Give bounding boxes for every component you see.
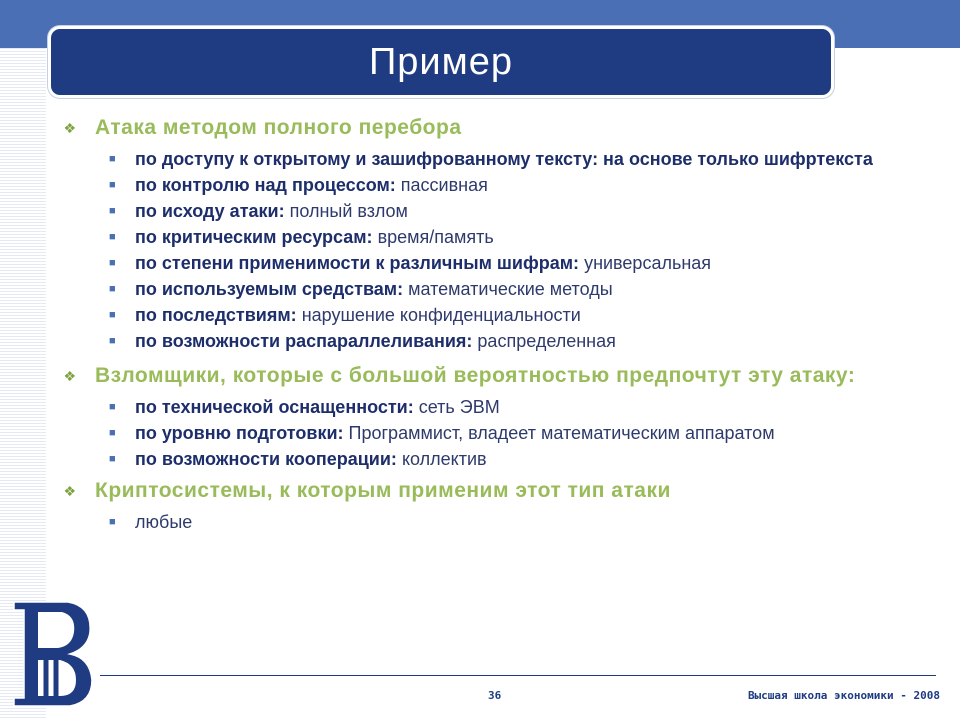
- square-bullet-icon: ■: [109, 427, 116, 439]
- diamond-bullet-icon: ❖: [63, 368, 77, 384]
- list-item: ■ по доступу к открытому и зашифрованному тексту: на основе только шифртекста: [109, 149, 873, 169]
- hse-logo: [8, 598, 96, 710]
- section-heading: ❖ Криптосистемы, к которым применим этот тип атаки: [60, 476, 890, 506]
- square-bullet-icon: ■: [109, 516, 116, 528]
- list-item: ■ по степени применимости к различным шифрам: универсальная: [109, 253, 712, 273]
- slide-title: Пример: [368, 40, 514, 83]
- diamond-bullet-icon: ❖: [63, 120, 77, 136]
- list-item: ■ по исходу атаки: полный взлом: [109, 201, 408, 221]
- section-heading: ❖ Взломщики, которые с большой вероятностью предпочтут эту атаку:: [60, 361, 890, 391]
- diamond-bullet-icon: ❖: [63, 483, 77, 499]
- square-bullet-icon: ■: [109, 153, 116, 165]
- square-bullet-icon: ■: [109, 179, 116, 191]
- list-item: ■ по последствиям: нарушение конфиденциальности: [109, 305, 581, 325]
- list-item: ■ по возможности распараллеливания: распределенная: [109, 331, 616, 351]
- list-item: ■ по используемым средствам: математические методы: [109, 279, 613, 299]
- list-item: ■ по возможности кооперации: коллектив: [109, 449, 487, 469]
- footer-divider: [100, 675, 936, 676]
- section-heading: ❖ Атака методом полного перебора: [60, 113, 890, 143]
- list-item: ■ по технической оснащенности: сеть ЭВМ: [109, 397, 500, 417]
- square-bullet-icon: ■: [109, 401, 116, 413]
- list-item: ■ любые: [109, 512, 193, 532]
- page-number: 36: [488, 689, 502, 702]
- square-bullet-icon: ■: [109, 257, 116, 269]
- footer-text: Высшая школа экономики - 2008: [747, 689, 940, 702]
- list-item: ■ по контролю над процессом: пассивная: [109, 175, 488, 195]
- list-item: ■ по уровню подготовки: Программист, владеет математическим аппаратом: [109, 423, 775, 443]
- list-item: ■ по критическим ресурсам: время/память: [109, 227, 494, 247]
- slide-content: [60, 113, 890, 539]
- square-bullet-icon: ■: [109, 453, 116, 465]
- square-bullet-icon: ■: [109, 309, 116, 321]
- square-bullet-icon: ■: [109, 335, 116, 347]
- title-bar: [48, 26, 834, 98]
- square-bullet-icon: ■: [109, 283, 116, 295]
- square-bullet-icon: ■: [109, 205, 116, 217]
- square-bullet-icon: ■: [109, 231, 116, 243]
